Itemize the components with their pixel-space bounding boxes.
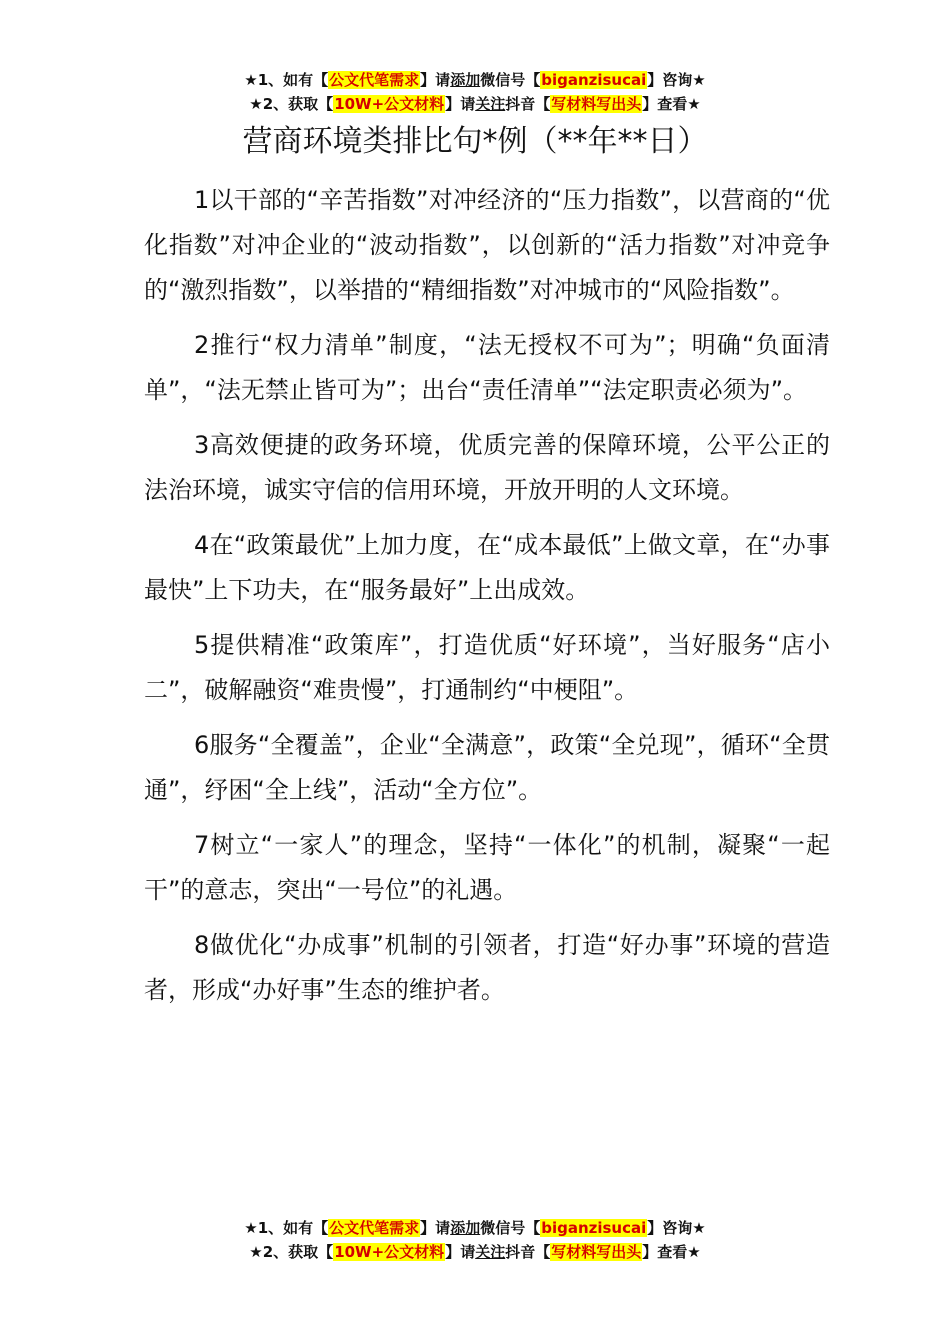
banner-text: 】请 bbox=[420, 71, 451, 89]
banner-text: 】查看★ bbox=[642, 95, 701, 113]
banner-line-1 bbox=[0, 68, 950, 92]
banner-text: 】咨询★ bbox=[647, 71, 706, 89]
banner-text: 】请 bbox=[445, 95, 476, 113]
banner-text: 】请 bbox=[420, 1219, 451, 1237]
banner-text: 抖音【 bbox=[505, 1243, 551, 1261]
paragraph: 1以干部的“辛苦指数”对冲经济的“压力指数”，以营商的“优化指数”对冲企业的“波动指数”，以创新的“活力指数”对冲竞争的“激烈指数”，以举措的“精细指数”对冲城市的“风险指数”。 bbox=[144, 186, 830, 304]
paragraph: 6服务“全覆盖”，企业“全满意”，政策“全兑现”，循环“全贯通”，纾困“全上线”，活动“全方位”。 bbox=[144, 731, 830, 804]
banner-text: 微信号【 bbox=[480, 1219, 541, 1237]
banner-text: 】请 bbox=[445, 1243, 476, 1261]
banner-text: ★1、如有【 bbox=[244, 71, 329, 89]
highlight-douyin: 写材料写出头 bbox=[551, 1243, 642, 1261]
banner-text: 】咨询★ bbox=[647, 1219, 706, 1237]
banner-text: 抖音【 bbox=[505, 95, 551, 113]
paragraph: 4在“政策最优”上加力度，在“成本最低”上做文章，在“办事最快”上下功夫，在“服务最好”上出成效。 bbox=[144, 531, 830, 604]
highlight-wechat-id: biganzisucai bbox=[541, 71, 647, 89]
footer-banner bbox=[0, 1216, 950, 1264]
highlight-service: 公文代笔需求 bbox=[329, 1219, 420, 1237]
paragraph: 7树立“一家人”的理念，坚持“一体化”的机制，凝聚“一起干”的意志，突出“一号位”的礼遇。 bbox=[144, 831, 830, 904]
highlight-materials: 10W+公文材料 bbox=[334, 95, 445, 113]
banner-text: ★2、获取【 bbox=[249, 1243, 334, 1261]
underline-text: 关注 bbox=[475, 1243, 506, 1261]
banner-line-2 bbox=[0, 92, 950, 116]
banner-text: 】查看★ bbox=[642, 1243, 701, 1261]
banner-text: ★1、如有【 bbox=[244, 1219, 329, 1237]
banner-text: 微信号【 bbox=[480, 71, 541, 89]
underline-text: 添加 bbox=[450, 1219, 481, 1237]
highlight-douyin: 写材料写出头 bbox=[551, 95, 642, 113]
underline-text: 关注 bbox=[475, 95, 506, 113]
paragraph: 8做优化“办成事”机制的引领者，打造“好办事”环境的营造者，形成“办好事”生态的维护者。 bbox=[144, 931, 830, 1004]
paragraph: 3高效便捷的政务环境，优质完善的保障环境，公平公正的法治环境，诚实守信的信用环境，开放开明的人文环境。 bbox=[144, 431, 830, 504]
highlight-materials: 10W+公文材料 bbox=[334, 1243, 445, 1261]
document-body bbox=[144, 178, 830, 1023]
highlight-wechat-id: biganzisucai bbox=[541, 1219, 647, 1237]
paragraph: 2推行“权力清单”制度，“法无授权不可为”；明确“负面清单”，“法无禁止皆可为”；出台“责任清单”“法定职责必须为”。 bbox=[144, 331, 830, 404]
page-title: 营商环境类排比句*例（**年**日） bbox=[242, 124, 708, 159]
banner-line-2 bbox=[0, 1240, 950, 1264]
underline-text: 添加 bbox=[450, 71, 481, 89]
highlight-service: 公文代笔需求 bbox=[329, 71, 420, 89]
banner-text: ★2、获取【 bbox=[249, 95, 334, 113]
header-banner bbox=[0, 68, 950, 116]
paragraph: 5提供精准“政策库”，打造优质“好环境”，当好服务“店小二”，破解融资“难贵慢”，打通制约“中梗阻”。 bbox=[144, 631, 830, 704]
banner-line-1 bbox=[0, 1216, 950, 1240]
